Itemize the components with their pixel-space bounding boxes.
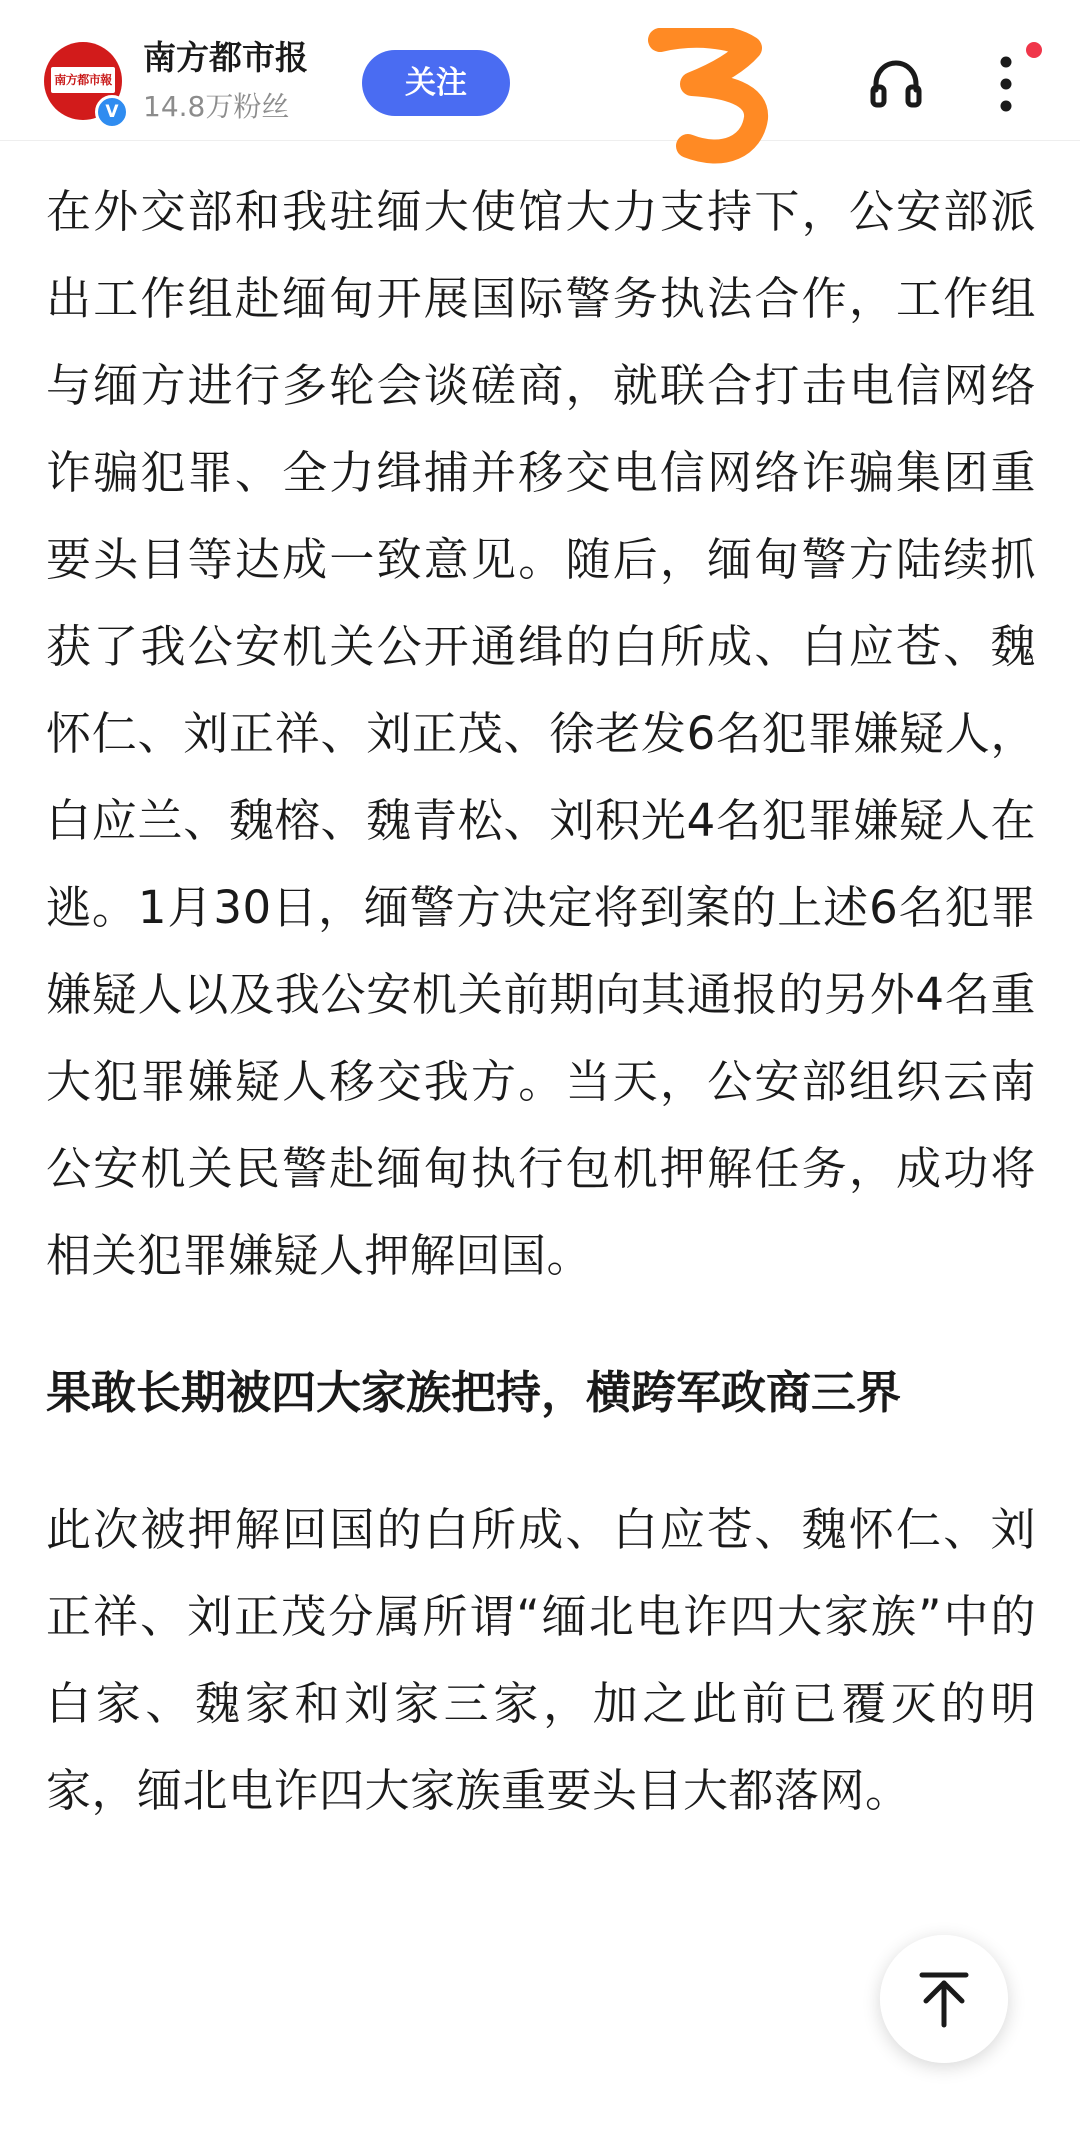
headphone-icon[interactable] bbox=[868, 56, 924, 112]
section-heading: 果敢长期被四大家族把持，横跨军政商三界 bbox=[46, 1366, 902, 1419]
arrow-up-icon bbox=[914, 1969, 974, 2029]
back-to-top-button[interactable] bbox=[880, 1935, 1008, 2063]
account-name[interactable]: 南方都市报 bbox=[143, 38, 308, 77]
fans-count: 14.8万粉丝 bbox=[143, 90, 290, 123]
verified-badge-icon: V bbox=[95, 95, 129, 129]
article-body bbox=[46, 168, 1036, 1834]
more-vertical-icon[interactable] bbox=[986, 52, 1026, 116]
avatar-logo-text: 南方都市報 bbox=[51, 67, 115, 93]
top-bar bbox=[0, 0, 1080, 141]
article-paragraph: 此次被押解回国的白所成、白应苍、魏怀仁、刘正祥、刘正茂分属所谓“缅北电诈四大家族”中的白家、魏家和刘家三家，加之此前已覆灭的明家，缅北电诈四大家族重要头目大都落网。 bbox=[46, 1503, 1036, 1817]
follow-button[interactable]: 关注 bbox=[362, 50, 510, 116]
article-paragraph: 在外交部和我驻缅大使馆大力支持下，公安部派出工作组赴缅甸开展国际警务执法合作，工作组与缅方进行多轮会谈磋商，就联合打击电信网络诈骗犯罪、全力缉捕并移交电信网络诈骗集团重要头目等达成一致意见。随后，缅甸警方陆续抓获了我公安机关公开通缉的白所成、白应苍、魏怀仁、刘正祥、刘正茂、徐老发6名犯罪嫌疑人，白应兰、魏榕、魏青松、刘积光4名犯罪嫌疑人在逃。1月30日，缅警方决定将到案的上述6名犯罪嫌疑人以及我公安机关前期向其通报的另外4名重大犯罪嫌疑人移交我方。当天，公安部组织云南公安机关民警赴缅甸执行包机押解任务，成功将相关犯罪嫌疑人押解回国。 bbox=[46, 185, 1036, 1282]
notification-dot bbox=[1026, 42, 1042, 58]
handwritten-3-mark bbox=[640, 28, 790, 178]
